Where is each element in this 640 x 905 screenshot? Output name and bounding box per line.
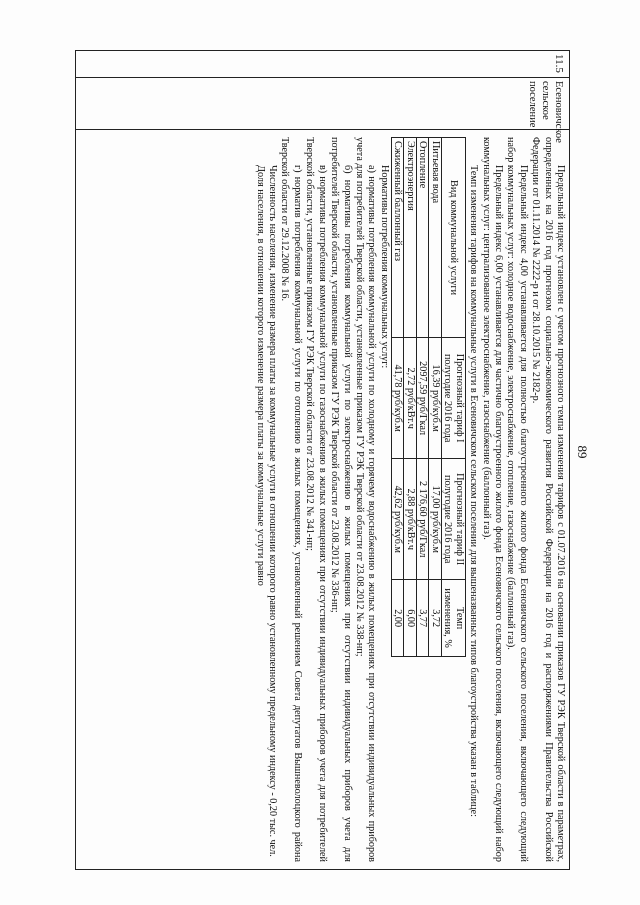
settlement-column	[76, 77, 569, 143]
cell-tariff-h1: 2,72 руб/кВт.ч	[404, 338, 417, 459]
rotated-content-area	[75, 50, 570, 870]
header-service: Вид коммунальной услуги	[441, 138, 465, 338]
cell-tariff-h2: 42,62 руб/куб.м	[391, 459, 404, 580]
paragraph-population-share: Доля населения, в отношении которого изменение размера платы за коммунальные услуги равно	[254, 165, 266, 586]
cell-service: Питьевая вода	[429, 138, 442, 338]
paragraph-index-6: Предельный индекс 6,00 устанавливается для частично благоустроенного жилого фонда Есеновичского сельского поселения, включающего следующий набор коммунальных услуг: централизованное электроснабжение, газоснабжение (баллонный газ).	[480, 137, 504, 862]
paragraph-index-basis: Предельный индекс установлен с учетом прогнозного темпа изменения тарифов с 01.07.2016 на основании приказов ГУ РЭК Тверской области в параметрах, определенных на 2016 год прогнозом социально-экономического развития Российской Федерации на 2016 год и распоряжениями Правительства Российской Федерации от 01.11.2014 № 2222-р и от 28.10.2015 № 2182-р.	[530, 137, 566, 862]
cell-change-rate: 3,72	[429, 580, 442, 657]
cell-service: Электроэнергия	[404, 138, 417, 338]
paragraph-table-intro: Темп изменения тарифов на коммунальные услуги в Есеновичском сельском поселении для вышеназванных типов благоустройства указан в таблице:	[468, 165, 480, 817]
cell-tariff-h1: 16,39 руб/куб.м	[429, 338, 442, 459]
header-change-rate: Темп изменения, %	[441, 580, 465, 657]
paragraph-norm-a: а) нормативы потребления коммунальной услуги по холодному и горячему водоснабжению в жилых помещениях при отсутствии индивидуальных приборов учета для потребителей Тверской области, установленные приказом ГУ РЭК Тверской области от 23.08.2012 № 338-нп;	[353, 137, 378, 862]
row-number-column	[76, 51, 569, 78]
header-tariff-h2: Прогнозный тариф II полугодие 2016 года	[441, 459, 465, 580]
cell-service: Отопление	[416, 138, 429, 338]
table-row	[416, 138, 429, 657]
paragraph-norm-d: г) норматив потребления коммунальной услуги по отоплению в жилых помещениях, установленный решением Совета депутатов Вышневолоцкого района Тверской области от 29.12.2008 № 16.	[279, 137, 303, 862]
table-row	[391, 138, 404, 657]
paragraph-norms-heading: Нормативы потребления коммунальных услуг:	[378, 165, 390, 369]
paragraph-index-4: Предельный индекс 4,00 устанавливается для полностью благоустроенного жилого фонда Есеновичского сельского поселения, включающего следующий набор коммунальных услуг: холодное водоснабжение, электроснабжение, отопление, газоснабжение (баллонный газ).	[505, 137, 529, 862]
outer-table-border	[75, 50, 570, 870]
cell-tariff-h2: 2,88 руб/кВт.ч	[404, 459, 417, 580]
paragraph-norm-b: б) нормативы потребления коммунальной услуги по электроснабжению в жилых помещениях при отсутствии индивидуальных приборов учета для потребителей Тверской области, установленные приказом ГУ РЭК Тверской области от 23.08.2012 № 336-нп;	[329, 137, 353, 862]
description-cell	[81, 137, 566, 862]
row-number: 11.5	[553, 54, 565, 73]
cell-tariff-h2: 2 176,60 руб/Гкал	[416, 459, 429, 580]
header-tariff-h1: Прогнозный тариф I полугодие 2016 года	[441, 338, 465, 459]
table-header-row	[441, 138, 465, 657]
settlement-name: Есеновичское сельское поселение	[527, 81, 564, 143]
cell-change-rate: 2,00	[391, 580, 404, 657]
table-row	[429, 138, 442, 657]
paragraph-population: Численность населения, изменение размера платы за коммунальные услуги в отношении которого равно установленному предельному индексу - 0,20 тыс. чел.	[267, 165, 279, 857]
cell-tariff-h1: 2097,59 руб/Гкал	[416, 338, 429, 459]
cell-change-rate: 3,77	[416, 580, 429, 657]
tariff-table	[391, 137, 466, 657]
cell-tariff-h1: 41,78 руб/куб.м	[391, 338, 404, 459]
cell-service: Сжиженный баллонный газ	[391, 138, 404, 338]
paragraph-norm-c: в) нормативы потребления коммунальной услуги по газоснабжению в жилых помещениях при отсутствии индивидуальных приборов учета для потребителей Тверской области, установленные приказом ГУ РЭК Тверской области от 23.08.2012 № 341-нп;	[304, 137, 328, 862]
cell-change-rate: 6,00	[404, 580, 417, 657]
table-row	[404, 138, 417, 657]
rotated-table-frame	[75, 50, 570, 870]
page-number: 89	[575, 445, 590, 459]
cell-tariff-h2: 17,00 руб/куб.м	[429, 459, 442, 580]
